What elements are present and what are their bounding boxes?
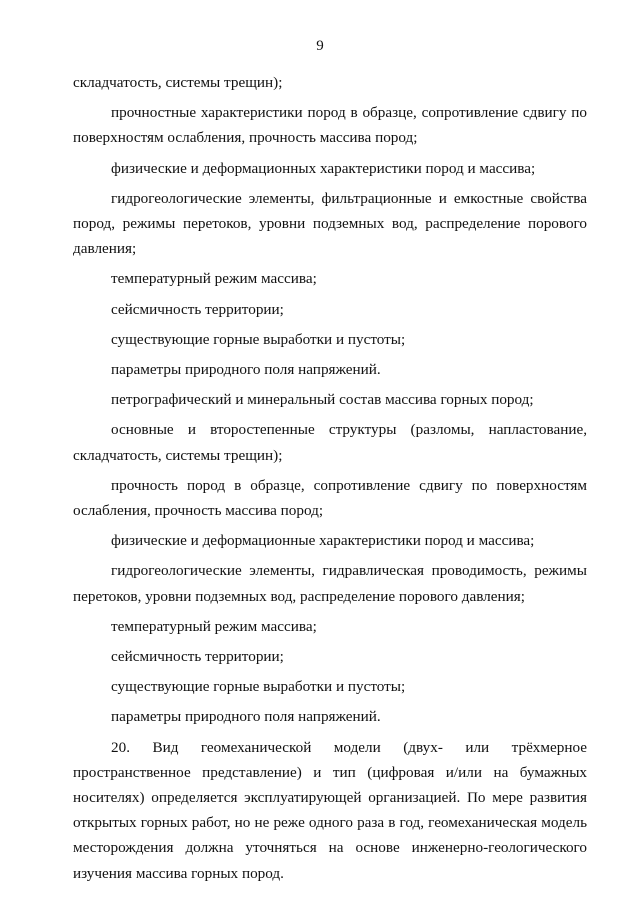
paragraph-1: складчатость, системы трещин); bbox=[73, 74, 283, 91]
paragraph-3: физические и деформационных характеристики пород и массива; bbox=[111, 159, 536, 177]
paragraph-13: гидрогеологические элементы, гидравлическая проводимость, режимы перетоков, уровни подземных вод, распределение порового давления; bbox=[73, 562, 587, 605]
paragraph-5: температурный режим массива; bbox=[111, 270, 317, 288]
paragraph-4: гидрогеологические элементы, фильтрационные и емкостные свойства пород, режимы перетоков, уровни подземных вод, распределение порового давления; bbox=[73, 189, 587, 258]
paragraph-17: параметры природного поля напряжений. bbox=[111, 708, 381, 726]
page-number: 9 bbox=[316, 38, 324, 54]
paragraph-18: 20. Вид геомеханической модели (двух- или трёхмерное пространственное представление) и тип (цифровая и/или на бумажных носителях) определяется эксплуатирующей организацией. По мере развития открытых горных работ, но не реже одного раза в год, геомеханическая модель месторождения должна уточняться на основе инженерно-геологического изучения массива горных пород. bbox=[73, 738, 587, 882]
document-body bbox=[73, 70, 587, 886]
paragraph-2: прочностные характеристики пород в образце, сопротивление сдвигу по поверхностям ослабления, прочность массива пород; bbox=[73, 104, 587, 147]
paragraph-7: существующие горные выработки и пустоты; bbox=[111, 330, 406, 348]
paragraph-12: физические и деформационные характеристики пород и массива; bbox=[111, 532, 535, 550]
paragraph-10: основные и второстепенные структуры (разломы, напластование, складчатость, системы трещин); bbox=[73, 421, 587, 464]
paragraph-8: параметры природного поля напряжений. bbox=[111, 361, 381, 379]
paragraph-6: сейсмичность территории; bbox=[111, 300, 284, 318]
paragraph-9: петрографический и минеральный состав массива горных пород; bbox=[111, 391, 534, 409]
paragraph-14: температурный режим массива; bbox=[111, 617, 317, 635]
paragraph-11: прочность пород в образце, сопротивление сдвигу по поверхностям ослабления, прочность массива пород; bbox=[73, 476, 587, 520]
paragraph-16: существующие горные выработки и пустоты; bbox=[111, 678, 406, 696]
paragraph-15: сейсмичность территории; bbox=[111, 648, 284, 666]
